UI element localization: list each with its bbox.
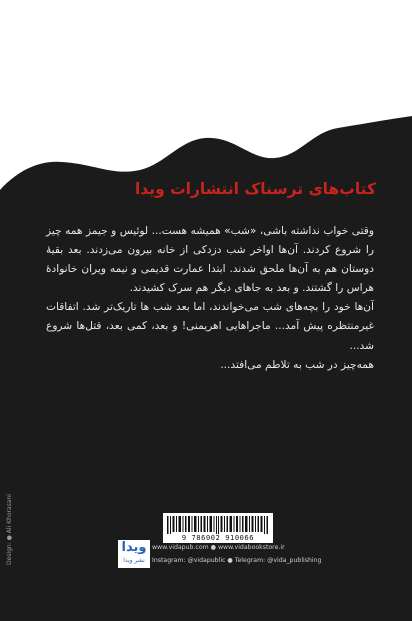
publisher-websites: www.vidapub.com ● www.vidabookstore.ir — [152, 544, 285, 551]
blurb-paragraph: وقتی خواب نداشته باشی، «شب» همیشه هست... لوئیس و جیمز همه چیز را شروع کردند. آن‌ها اواخر شب دزدکی از خانه بیرون می‌زدند. بعد بقیهٔ دوستان هم به آن‌ها ملحق شدند. ابتدا عمارت قدیمی و نیمه ویران خانوادهٔ هراس را گشتند. و بعد به جاهای دیگر هم سرک کشیدند. — [46, 225, 374, 295]
series-title: کتاب‌های ترسناک انتشارات ویدا — [134, 180, 376, 198]
blurb-text — [46, 222, 374, 375]
isbn-barcode — [163, 513, 273, 543]
designer-credit: Design: ● Ali Khorasani — [6, 494, 13, 565]
publisher-social: Instagram: @vidapublic ● Telegram: @vida_publishing — [152, 557, 322, 564]
barcode-icon — [167, 516, 269, 534]
isbn-number: 9 786002 910066 — [181, 534, 255, 542]
blurb-paragraph: آن‌ها خود را بچه‌های شب می‌خواندند، اما بعد شب ها تاریک‌تر شد. اتفاقات غیرمنتظره پیش آمد... ماجراهایی اهریمنی! و بعد، کمی بعد، قتل‌ها شروع شد... — [46, 301, 374, 352]
blurb-paragraph: همه‌چیز در شب به تلاطم می‌افتد... — [220, 358, 374, 371]
logo-mark: ویدا — [121, 540, 147, 555]
logo-subtitle: نشر ویدا — [123, 557, 145, 564]
publisher-logo — [118, 540, 150, 568]
